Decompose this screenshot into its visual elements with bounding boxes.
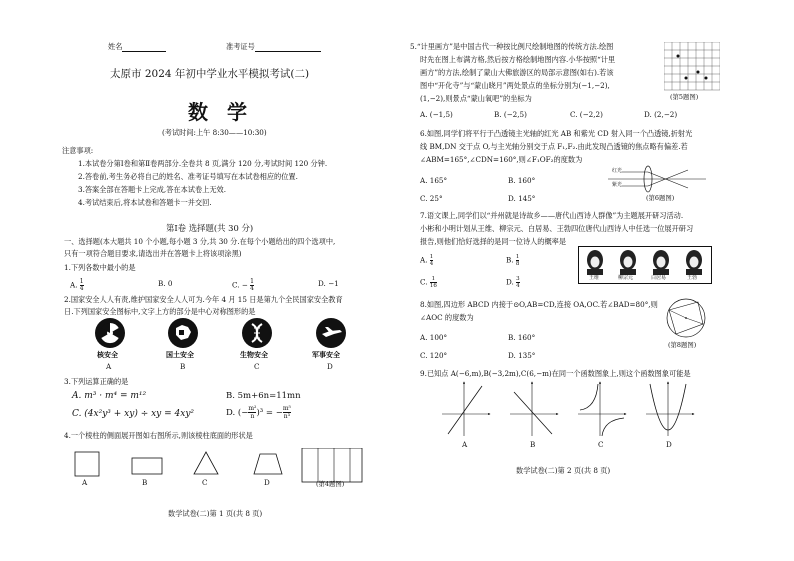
q2-option-c[interactable]: C (254, 362, 260, 371)
q8-stem-2: ∠AOC 的度数为 (420, 313, 474, 322)
q8-option-d[interactable]: D. 135° (508, 351, 536, 360)
q1-option-a[interactable] (70, 279, 84, 292)
q6-red-label: 红光 (612, 168, 623, 174)
q7-c-den: 16 (429, 283, 437, 289)
q5-option-c[interactable]: C. (−2,2) (570, 110, 603, 119)
military-security-icon (316, 318, 346, 348)
q7-stem-2: 小彬和小明计划从王维、柳宗元、白居易、王勃四位唐代山西诗人中任选一位展开研习 (420, 224, 694, 233)
q2-option-d[interactable]: D (327, 362, 333, 371)
q7-a-label: A. (420, 255, 428, 265)
q7-option-c[interactable] (420, 276, 437, 289)
q7-poet-portraits (578, 246, 712, 284)
q9-option-b[interactable]: B (530, 440, 536, 449)
q2-label-c: 生物安全 (240, 351, 268, 359)
exam-id-label: 准考证号 (226, 42, 255, 51)
q7-b-den: 8 (515, 261, 520, 267)
q9-stem: 9.已知点 A(−6,m),B(−3,2m),C(6,−m)在同一个函数图象上,则这个函数图象可能是 (420, 369, 691, 378)
nuclear-safety-icon (95, 318, 125, 348)
q6-option-b[interactable]: B. 160° (508, 176, 536, 185)
q7-c-label: C. (420, 277, 428, 287)
rectangle-shape (132, 458, 162, 474)
q3-d-num: m² (248, 405, 257, 412)
name-field (108, 42, 166, 52)
trapezoid-shape (254, 454, 282, 474)
note-1: 1.本试卷分第Ⅰ卷和第Ⅱ卷两部分.全卷共 8 页,满分 120 分,考试时间 120 分钟. (78, 159, 328, 168)
q2-stem-1: 2.国家安全人人有责,维护国家安全人人可为.今年 4 月 15 日是第九个全民国家安全教育 (64, 295, 343, 304)
q9-option-c[interactable]: C (598, 440, 604, 449)
q8-circle-figure (664, 296, 708, 340)
bio-security-icon (242, 318, 272, 348)
q7-stem-3: 报告,则他们恰好选择的是同一位诗人的概率是 (420, 237, 567, 246)
exam-time: (考试时间:上午 8:30——10:30) (162, 128, 267, 137)
poet-wangwei: 王维 (589, 275, 600, 281)
q3-d-res-den: n³ (283, 413, 291, 420)
q3-option-c[interactable]: C. (4x²y³ + xy) ÷ xy = 4xy² (72, 409, 195, 419)
q3-option-b[interactable]: B. 5m+6n=11mn (226, 391, 301, 401)
q2-option-b[interactable]: B (180, 362, 186, 371)
q8-stem-1: 8.如图,四边形 ABCD 内接于⊙O,AB=CD,连接 OA,OC.若∠BAD=80°,则 (420, 300, 658, 309)
q6-option-d[interactable]: D. 145° (508, 194, 536, 203)
exam-id-field (226, 42, 321, 52)
poet-baijuyi: 白居易 (651, 275, 667, 281)
q3-d-den: n (250, 413, 255, 420)
q1-a-den: 4 (79, 285, 84, 292)
q5-grid-map (664, 42, 720, 94)
q3-d-res-num: m⁵ (282, 405, 291, 412)
q7-a-fraction (430, 254, 434, 267)
q3-d-mid: )³ = − (256, 408, 283, 418)
q7-c-fraction (430, 276, 437, 289)
q7-option-d[interactable] (506, 276, 520, 289)
notes-title: 注意事项: (62, 146, 94, 155)
q7-b-label: B. (506, 255, 514, 265)
q9-option-a[interactable]: A (462, 440, 468, 449)
note-3: 3.答案全部在答题卡上完成,答在本试卷上无效. (78, 185, 226, 194)
q9-graphs (440, 380, 710, 438)
q1-option-b[interactable]: B. 0 (158, 279, 173, 288)
q1-a-label: A. (70, 280, 80, 290)
q5-stem-5: (1,−2),则景点“蒙山氧吧”的坐标为 (420, 94, 532, 103)
q8-option-c[interactable]: C. 120° (420, 351, 448, 360)
q5-option-d[interactable]: D. (2,−2) (644, 110, 678, 119)
note-4: 4.考试结束后,将本试卷和答题卡一并交回. (78, 198, 212, 207)
q7-c-num: 1 (431, 276, 436, 282)
q8-option-a[interactable]: A. 100° (420, 333, 448, 342)
q5-stem-4: 图中“开化寺”与“蒙山晓月”两处景点的坐标分别为(−1,−2), (420, 81, 610, 90)
q8-option-b[interactable]: B. 160° (508, 333, 536, 342)
q3-stem: 3.下列运算正确的是 (64, 377, 129, 386)
q5-option-b[interactable]: B. (−2,5) (494, 110, 527, 119)
q4-fig-label: (第4题图) (316, 480, 345, 488)
prism-net-shape (302, 448, 362, 482)
q4-option-d[interactable]: D (264, 478, 270, 487)
name-underline[interactable] (122, 43, 166, 52)
q3-d-result (283, 405, 291, 420)
square-shape (75, 452, 99, 476)
q4-option-b[interactable]: B (142, 478, 148, 487)
land-security-icon (168, 318, 198, 348)
q3-option-a[interactable]: A. m³ · m⁴ = m¹² (72, 391, 147, 401)
q1-c-fraction (250, 279, 254, 292)
section-intro-2: 只有一项符合题目要求,请选出并在答题卡上将该项涂黑) (64, 249, 242, 258)
section-intro-1: 一、选择题(本大题共 10 个小题,每小题 3 分,共 30 分.在每个小题给出的四个选项中, (64, 237, 336, 246)
q5-option-a[interactable]: A. (−1,5) (420, 110, 453, 119)
part-title: 第Ⅰ卷 选择题(共 30 分) (166, 223, 254, 233)
q7-d-fraction (516, 276, 520, 289)
q6-stem-1: 6.如图,同学们将平行于凸透镜主光轴的红光 AB 和紫光 CD 射入同一个凸透镜,折射光 (420, 129, 693, 138)
q1-c-label: C. − (232, 280, 248, 290)
q1-c-den: 4 (250, 285, 254, 292)
q3-d-prefix: D. (− (226, 408, 249, 418)
q5-stem-3: 画方”的方法,绘制了蒙山大佛旅游区的局部示意图(如右).若该 (420, 68, 614, 77)
q1-stem: 1.下列各数中最小的是 (64, 263, 136, 272)
q6-fig-label: (第6题图) (646, 194, 675, 202)
q7-d-label: D. (506, 277, 514, 287)
q8-fig-label: (第8题图) (668, 341, 697, 349)
q6-purple-label: 紫光 (612, 182, 623, 188)
q6-option-c[interactable]: C. 25° (420, 194, 443, 203)
triangle-shape (194, 452, 218, 474)
note-2: 2.答卷前,考生务必将自己的姓名、准考证号填写在本试卷相应的位置. (78, 172, 298, 181)
left-footer: 数学试卷(二)第 1 页(共 8 页) (168, 509, 263, 518)
q4-option-c[interactable]: C (202, 478, 208, 487)
q2-label-a: 核安全 (97, 351, 118, 359)
q2-label-d: 军事安全 (312, 351, 340, 359)
q7-d-num: 3 (516, 276, 520, 282)
q9-option-d[interactable]: D (666, 440, 672, 449)
q6-stem-2: 线 BM,DN 交于点 O,与主光轴分别交于点 F₁,F₂.由此发现凸透镜的焦点略有偏差.若 (420, 142, 688, 151)
q7-stem-1: 7.语文课上,同学们以“并州就是诗故乡——唐代山西诗人群像”为主题展开研习活动. (420, 211, 684, 220)
q7-option-a[interactable] (420, 254, 433, 267)
q7-option-b[interactable] (506, 254, 519, 267)
poet-wangbo: 王勃 (687, 275, 698, 281)
q6-stem-3: ∠ABM=165°,∠CDN=160°,则∠F₁OF₂的度数为 (420, 155, 583, 164)
q7-b-num: 1 (515, 254, 520, 260)
q3-option-d[interactable] (226, 405, 291, 420)
q2-option-a[interactable]: A (106, 362, 112, 371)
q5-stem-1: 5.“计里画方”是中国古代一种按比例尺绘制地图的传统方法.绘图 (410, 42, 614, 51)
q4-figures (70, 448, 370, 498)
poet-liuzongyuan: 柳宗元 (618, 275, 634, 281)
q1-option-d[interactable]: D. −1 (318, 279, 339, 288)
q1-a-num: 1 (79, 278, 84, 285)
q1-a-fraction (80, 279, 84, 292)
q4-stem: 4.一个棱柱的侧面展开图如右图所示,则该棱柱底面的形状是 (64, 431, 253, 440)
q4-option-a[interactable]: A (82, 478, 88, 487)
q5-fig-label: (第5题图) (670, 93, 699, 101)
q7-a-num: 1 (429, 254, 434, 260)
name-label: 姓名 (108, 42, 123, 51)
q1-option-c[interactable] (232, 279, 254, 292)
q2-label-b: 国土安全 (166, 351, 194, 359)
q6-option-a[interactable]: A. 165° (420, 176, 448, 185)
q2-stem-2: 日.下列国家安全图标中,文字上方的部分是中心对称图形的是 (64, 307, 256, 316)
q1-c-num: 1 (250, 278, 254, 285)
q7-d-den: 4 (516, 283, 520, 289)
q7-a-den: 4 (429, 261, 434, 267)
q7-b-fraction (516, 254, 520, 267)
q6-lens-figure (608, 164, 708, 194)
q5-stem-2: 时先在图上布满方格,然后按方格绘制地图内容.小华按照“计里 (420, 55, 616, 64)
exam-id-underline[interactable] (255, 43, 321, 52)
exam-title: 太原市 2024 年初中学业水平模拟考试(二) (110, 68, 310, 80)
right-footer: 数学试卷(二)第 2 页(共 8 页) (516, 466, 611, 475)
subject-title: 数 学 (188, 100, 253, 124)
